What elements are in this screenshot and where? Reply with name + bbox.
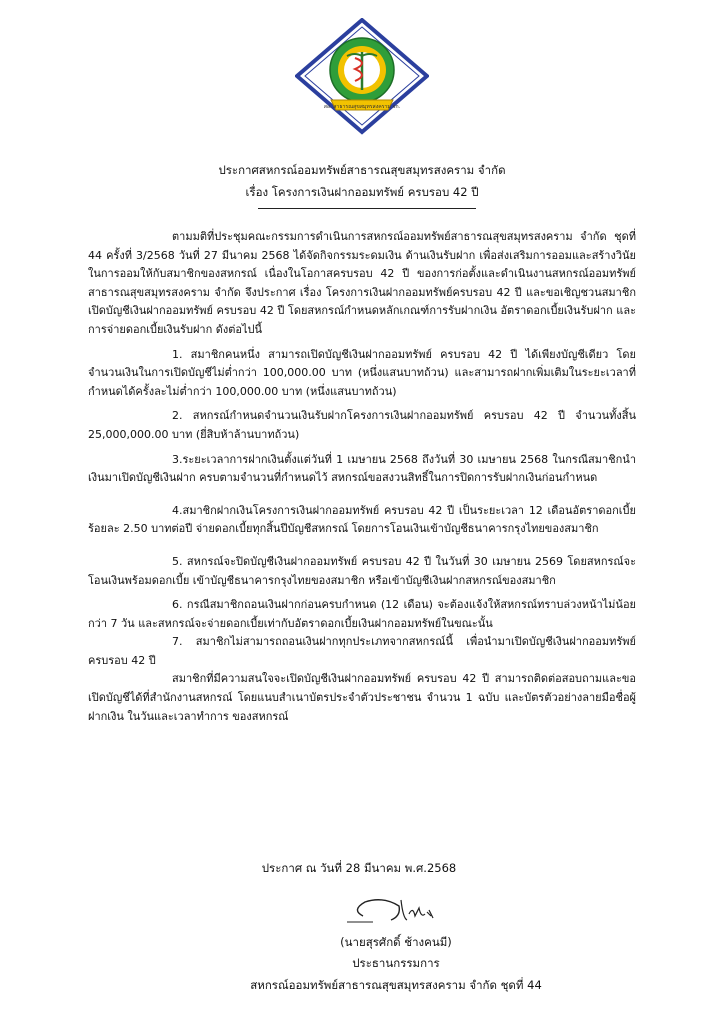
- rule-item-5: 5. สหกรณ์จะปิดบัญชีเงินฝากออมทรัพย์ ครบรอบ 42 ปี ในวันที่ 30 เมษายน 2569 โดยสหกรณ์จะโอนเงินพร้อมดอกเบี้ย เข้าบัญชีธนาคารกรุงไทยของสมาชิก หรือเข้าบัญชีเงินฝากสหกรณ์ของสมาชิก: [88, 554, 636, 587]
- closing-paragraph: สมาชิกที่มีความสนใจจะเปิดบัญชีเงินฝากออมทรัพย์ ครบรอบ 42 ปี สามารถติดต่อสอบถามและขอเปิดบัญชีได้ที่สำนักงานสหกรณ์ โดยแนบสำเนาบัตรประจำตัวประชาชน จำนวน 1 ฉบับ และบัตรตัวอย่างลายมือชื่อผู้ฝากเงิน ในวันและเวลาทำการ ของสหกรณ์: [88, 672, 636, 723]
- handwritten-signature: [343, 892, 443, 928]
- signatory-organization: สหกรณ์ออมทรัพย์สาธารณสุขสมุทรสงคราม จำกัด ชุดที่ 44: [250, 978, 542, 992]
- signatory-position: ประธานกรรมการ: [352, 956, 440, 970]
- cooperative-logo: [295, 18, 429, 136]
- rule-item-3: 3.ระยะเวลาการฝากเงินตั้งแต่วันที่ 1 เมษายน 2568 ถึงวันที่ 30 เมษายน 2568 ในกรณีสมาชิกนำเงินมาเปิดบัญชีเงินฝาก ครบตามจำนวนที่กำหนดไว้ สหกรณ์ขอสงวนสิทธิ์ในการปิดการรับฝากเงินก่อนกำหนด: [88, 452, 636, 485]
- rule-item-2: 2. สหกรณ์กำหนดจำนวนเงินรับฝากโครงการเงินฝากออมทรัพย์ ครบรอบ 42 ปี จำนวนทั้งสิ้น 25,000,000.00 บาท (ยี่สิบห้าล้านบาทถ้วน): [88, 409, 636, 441]
- rule-item-1: 1. สมาชิกคนหนึ่ง สามารถเปิดบัญชีเงินฝากออมทรัพย์ ครบรอบ 42 ปี ได้เพียงบัญชีเดียว โดยจำนวนเงินในการเปิดบัญชีไม่ต่ำกว่า 100,000.00 บาท (หนึ่งแสนบาทถ้วน) และสามารถฝากเพิ่มเติมในระยะเวลาที่กำหนดได้ครั้งละไม่ต่ำกว่า 100,000.00 บาท (หนึ่งแสนบาทถ้วน): [88, 347, 636, 398]
- signatory-name: (นายสุรศักดิ์ ช้างคนมี): [340, 935, 452, 949]
- rule-item-7: 7. สมาชิกไม่สามารถถอนเงินฝากทุกประเภทจากสหกรณ์นี้ เพื่อนำมาเปิดบัญชีเงินฝากออมทรัพย์ ครบรอบ 42 ปี: [88, 635, 636, 667]
- title-divider: [258, 208, 476, 209]
- announcement-date: ประกาศ ณ วันที่ 28 มีนาคม พ.ศ.2568: [261, 861, 457, 875]
- intro-paragraph: ตามมติที่ประชุมคณะกรรมการดำเนินการสหกรณ์ออมทรัพย์สาธารณสุขสมุทรสงคราม จำกัด ชุดที่ 44 ครั้งที่ 3/2568 วันที่ 27 มีนาคม 2568 ได้จัดกิจกรรมระดมเงิน ด้านเงินรับฝาก เพื่อส่งเสริมการออมและสร้างวินัยในการออมให้กับสมาชิกของสหกรณ์ เนื่องในโอกาสครบรอบ 42 ปี ของการก่อตั้งและดำเนินงานสหกรณ์ออมทรัพย์สาธารณสุขสมุทรสงคราม จำกัด จึงประกาศ เรื่อง โครงการเงินฝากออมทรัพย์ครบรอบ 42 ปี และขอเชิญชวนสมาชิกเปิดบัญชีเงินฝากออมทรัพย์ ครบรอบ 42 ปี โดยสหกรณ์กำหนดหลักเกณฑ์การรับฝากเงิน อัตราดอกเบี้ยเงินรับฝาก และการจ่ายดอกเบี้ยเงินรับฝาก ดังต่อไปนี้: [88, 230, 636, 336]
- rule-item-6: 6. กรณีสมาชิกถอนเงินฝากก่อนครบกำหนด (12 เดือน) จะต้องแจ้งให้สหกรณ์ทราบล่วงหน้าไม่น้อยกว่า 7 วัน และสหกรณ์จะจ่ายดอกเบี้ยเท่ากับอัตราดอกเบี้ยเงินฝากออมทรัพย์ในขณะนั้น: [88, 598, 636, 630]
- announcement-title: ประกาศสหกรณ์ออมทรัพย์สาธารณสุขสมุทรสงคราม จำกัด: [218, 163, 506, 177]
- logo-ribbon-text: สอ. สาธารณสุขสมุทรสงคราม จก.: [323, 104, 401, 110]
- announcement-body: [88, 228, 636, 726]
- rule-item-4: 4.สมาชิกฝากเงินโครงการเงินฝากออมทรัพย์ ครบรอบ 42 ปี เป็นระยะเวลา 12 เดือนอัตราดอกเบี้ยร้อยละ 2.50 บาทต่อปี จ่ายดอกเบี้ยทุกสิ้นปีบัญชีสหกรณ์ โดยการโอนเงินเข้าบัญชีธนาคารกรุงไทยของสมาชิก: [88, 503, 636, 536]
- announcement-subject: เรื่อง โครงการเงินฝากออมทรัพย์ ครบรอบ 42 ปี: [245, 185, 479, 199]
- cooperative-logo-emblem: [295, 18, 429, 136]
